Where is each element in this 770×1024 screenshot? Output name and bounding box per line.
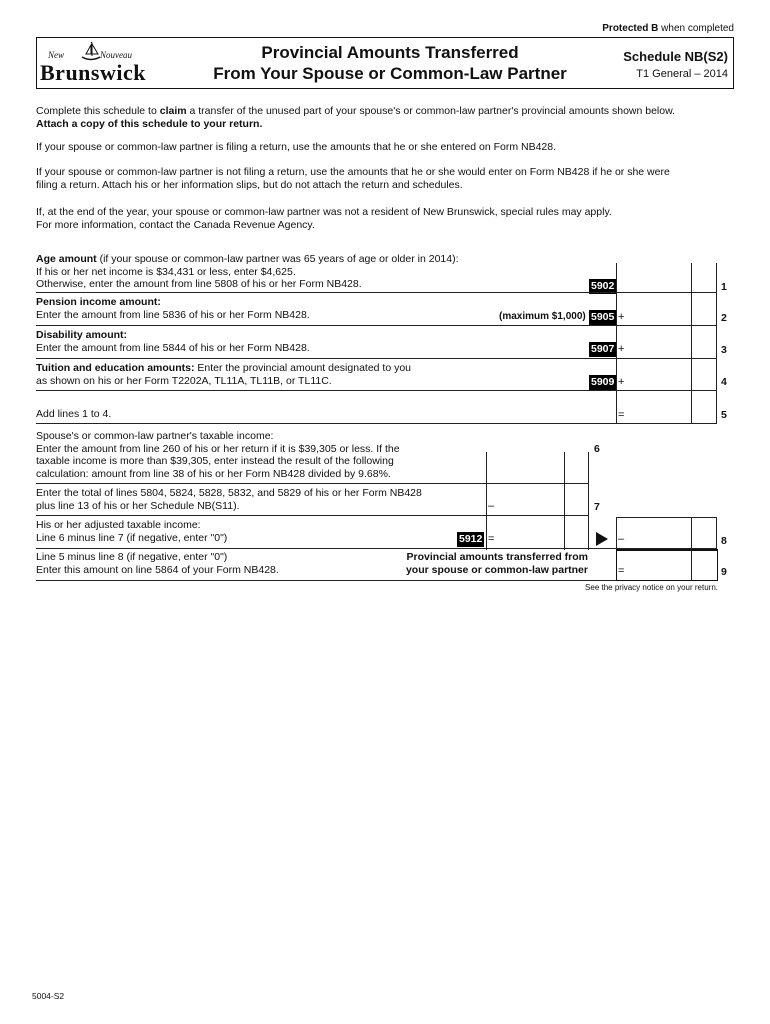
line-1-separator	[36, 292, 717, 293]
line-4-amount-input[interactable]	[628, 369, 692, 389]
protected-qualifier: when completed	[661, 23, 734, 34]
line-3-number: 3	[721, 344, 727, 356]
line-4-plus-sign: +	[618, 376, 625, 388]
line-9-equals-sign: =	[618, 565, 625, 577]
line-3-separator	[36, 358, 717, 359]
line-5-description: Add lines 1 to 4.	[36, 408, 112, 420]
protected-notice	[602, 23, 734, 34]
line-2-code: 5905	[591, 311, 615, 323]
line-5-amount-input[interactable]	[628, 402, 692, 422]
intro-paragraph-1: Complete this schedule to claim a transfer of the unused part of your spouse's or common-law partner's provincial amounts shown below. Attach a copy of this schedule to your return.	[36, 105, 676, 130]
claim-emphasis: claim	[159, 105, 187, 117]
line-6-description: Spouse's or common-law partner's taxable income: Enter the amount from line 260 of his or her return if it is $39,305 or less. If the taxable income is more than $39,305, enter instead the result of the following calculation: amount from line 38 of his or her Form NB428 divided by 9.68%.	[36, 430, 400, 480]
line-4-code: 5909	[591, 376, 615, 388]
line-3-plus-sign: +	[618, 343, 625, 355]
line-3-amount-input[interactable]	[628, 336, 692, 356]
line-8-intermediate-input[interactable]	[498, 527, 565, 547]
line-8-separator	[36, 548, 717, 549]
intro-paragraph-3	[36, 166, 670, 191]
schedule-label: Schedule NB(S2)	[623, 49, 728, 64]
line-4-description: Tuition and education amounts: Enter the provincial amount designated to you as shown on his or her Form T2202A, TL11A, TL11B, or TL11C.	[36, 362, 412, 387]
line-7-description: Enter the total of lines 5804, 5824, 5828, 5832, and 5829 of his or her Form NB428 plus line 13 of his or her Schedule NB(S11).	[36, 487, 422, 512]
line-2-amount-input[interactable]	[628, 304, 692, 324]
line-8-box-top	[616, 517, 717, 518]
form-title	[180, 42, 600, 84]
line-9-separator	[36, 580, 616, 581]
line-2-maximum-note: (maximum $1,000)	[499, 311, 586, 322]
arrow-right-icon	[596, 532, 608, 546]
line-9-amount-input[interactable]	[628, 558, 692, 578]
line-1-number: 1	[721, 281, 727, 293]
title-line-1: Provincial Amounts Transferred	[261, 43, 519, 62]
intro-paragraph-4	[36, 206, 612, 231]
line-7-minus-sign: –	[488, 500, 495, 512]
line-4-title: Tuition and education amounts:	[36, 362, 195, 374]
line-4-number: 4	[721, 376, 727, 388]
line-3-title: Disability amount:	[36, 329, 128, 341]
line-5-separator	[36, 423, 717, 424]
line-1-description: Age amount (if your spouse or common-law partner was 65 years of age or older in 2014): If his or her net income is $34,431 or less, enter $4,625. Otherwise, enter the amount from line 5808 of his or her Form NB428.	[36, 253, 459, 290]
line-3-code: 5907	[591, 343, 615, 355]
line-9-number: 9	[721, 566, 727, 578]
line-8-code: 5912	[459, 533, 483, 545]
line-7-amount-input[interactable]	[498, 495, 565, 515]
line-2-description: Pension income amount: Enter the amount from line 5836 of his or her Form NB428.	[36, 296, 310, 321]
line-8-number: 8	[721, 535, 727, 547]
line-7-separator	[36, 515, 589, 516]
intro-paragraph-4-line-1: If, at the end of the year, your spouse or common-law partner was not a resident of New Brunswick, special rules may apply.	[36, 206, 612, 218]
logo-nouveau-text: Nouveau	[100, 50, 132, 60]
form-number: 5004-S2	[32, 991, 65, 1001]
line-1-code: 5902	[591, 280, 615, 292]
middle-column-right-border	[588, 452, 589, 550]
line-8-amount-input[interactable]	[628, 527, 692, 547]
form-subtitle: T1 General – 2014	[636, 68, 728, 80]
line-8-box-left	[616, 517, 617, 550]
logo-brunswick-text: Brunswick	[40, 60, 146, 85]
line-2-separator	[36, 325, 717, 326]
middle-column-left-border	[486, 452, 487, 550]
line-5-equals-sign: =	[618, 409, 625, 421]
privacy-notice: See the privacy notice on your return.	[585, 583, 718, 592]
line-9-description: Line 5 minus line 8 (if negative, enter "0") Enter this amount on line 5864 of your Form NB428.	[36, 551, 279, 576]
line-1-title: Age amount	[36, 253, 97, 265]
line-1-amount-input[interactable]	[618, 272, 692, 292]
line-7-number: 7	[594, 501, 600, 513]
line-6-separator	[36, 483, 589, 484]
line-8-minus-sign: –	[618, 533, 625, 545]
line-5-number: 5	[721, 409, 727, 421]
intro-paragraph-3-line-2: filing a return. Attach his or her information slips, but do not attach the return and schedules.	[36, 178, 463, 191]
intro-paragraph-3-line-1: If your spouse or common-law partner is not filing a return, use the amounts that he or she would enter on Form NB428 if he or she were	[36, 166, 670, 178]
line-9-result-label: Provincial amounts transferred from your spouse or common-law partner	[405, 551, 588, 576]
intro-paragraph-2: If your spouse or common-law partner is filing a return, use the amounts that he or she entered on Form NB428.	[36, 141, 557, 153]
line-8-equals-sign: =	[488, 533, 495, 545]
line-3-description: Disability amount: Enter the amount from line 5844 of his or her Form NB428.	[36, 329, 310, 354]
line-2-number: 2	[721, 312, 727, 324]
line-2-plus-sign: +	[618, 311, 625, 323]
line-6-number: 6	[594, 443, 600, 455]
attach-instruction: Attach a copy of this schedule to your return.	[36, 117, 263, 130]
line-4-separator	[36, 390, 717, 391]
line-2-title: Pension income amount:	[36, 296, 161, 308]
line-8-box-right	[716, 517, 717, 550]
amount-column-right-border	[716, 263, 717, 423]
line-6-amount-input[interactable]	[489, 463, 565, 483]
title-line-2: From Your Spouse or Common-Law Partner	[213, 64, 567, 83]
line-8-description: His or her adjusted taxable income: Line 6 minus line 7 (if negative, enter "0")	[36, 519, 228, 544]
protected-label: Protected B	[602, 23, 659, 34]
intro-paragraph-4-line-2: For more information, contact the Canada Revenue Agency.	[36, 218, 315, 231]
logo-new-text: New	[48, 50, 65, 60]
